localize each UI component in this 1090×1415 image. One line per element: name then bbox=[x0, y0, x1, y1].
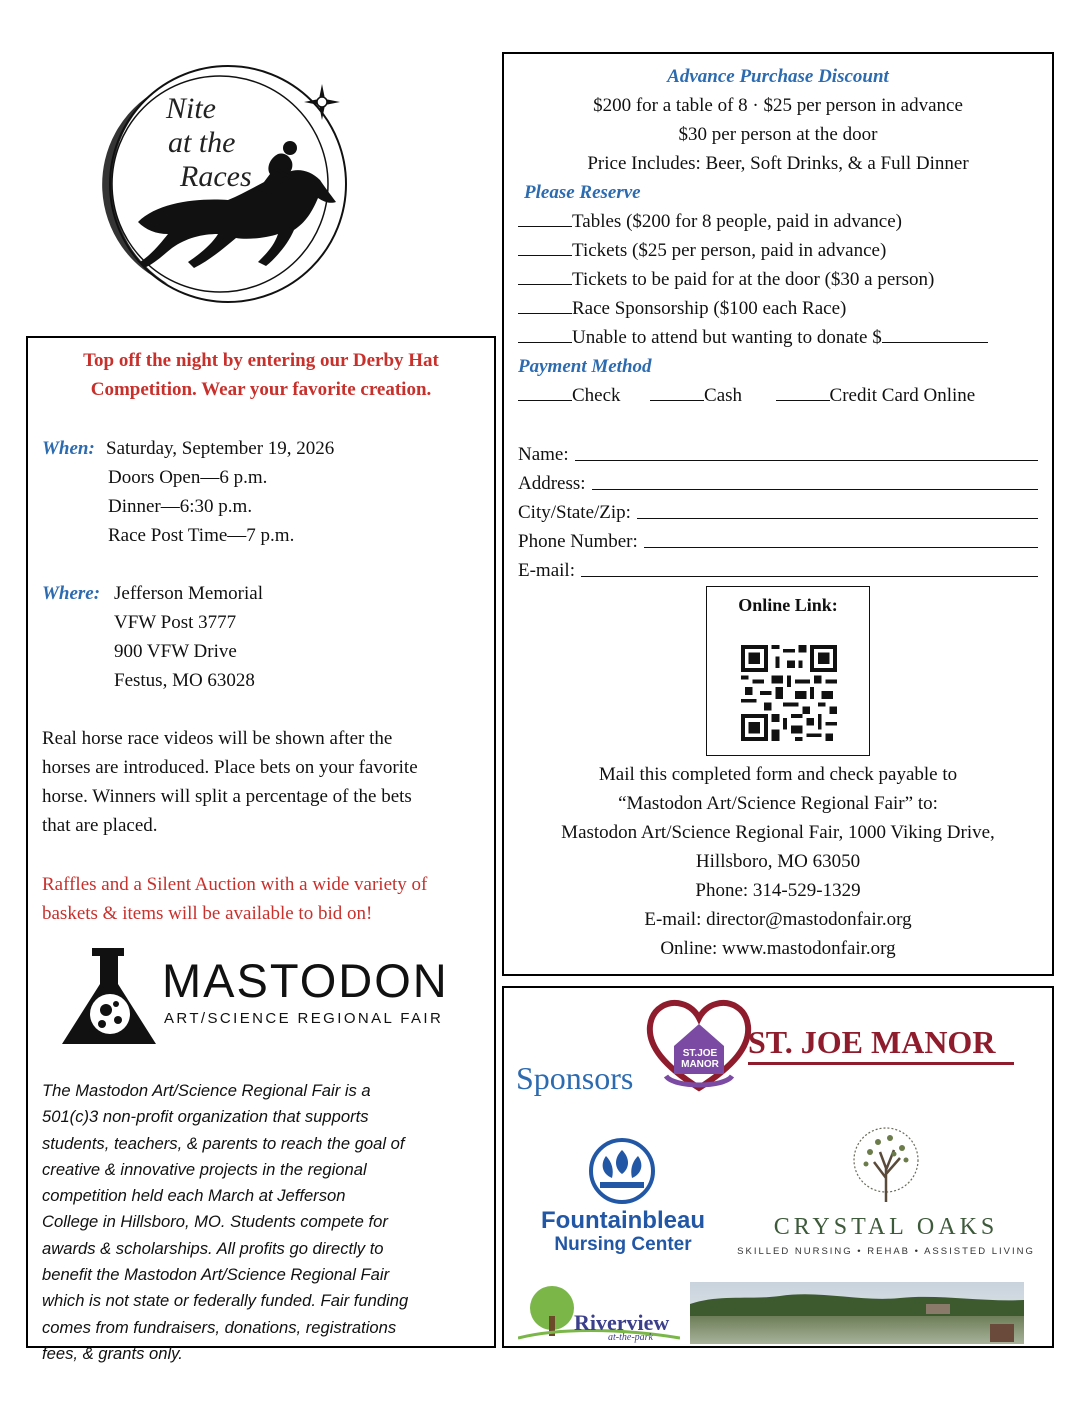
nite-at-the-races-logo bbox=[98, 62, 360, 310]
where-label: Where: bbox=[42, 583, 101, 604]
reserve-item-donate[interactable] bbox=[518, 323, 1048, 352]
race-line: horses are introduced. Place bets on your favorite bbox=[42, 757, 418, 778]
name-input-line[interactable] bbox=[575, 440, 1038, 461]
reserve-item-label: Unable to attend but wanting to donate $ bbox=[572, 327, 882, 348]
blank-line[interactable] bbox=[518, 324, 572, 343]
when-doors: Doors Open—6 p.m. bbox=[108, 467, 268, 488]
when-post-time: Race Post Time—7 p.m. bbox=[108, 525, 295, 546]
mail-phone: Phone: 314-529-1329 bbox=[695, 880, 861, 901]
fountainbleau-name: Fountainbleau bbox=[541, 1207, 705, 1234]
reserve-item-label: Race Sponsorship ($100 each Race) bbox=[572, 298, 847, 319]
name-field[interactable] bbox=[518, 440, 1038, 469]
donation-amount-line[interactable] bbox=[882, 324, 988, 343]
about-line: 501(c)3 non-profit organization that supports bbox=[42, 1107, 369, 1127]
blank-line[interactable] bbox=[518, 237, 572, 256]
where-line-1: Jefferson Memorial bbox=[114, 583, 263, 604]
st-joe-manor-name: ST. JOE MANOR bbox=[748, 1024, 996, 1060]
mastodon-subtitle: ART/SCIENCE REGIONAL FAIR bbox=[164, 1010, 444, 1027]
about-line: awards & scholarships. All profits go directly to bbox=[42, 1238, 384, 1258]
badge-line: MANOR bbox=[681, 1059, 719, 1070]
city-input-line[interactable] bbox=[637, 498, 1038, 519]
heart-house-icon bbox=[644, 996, 754, 1096]
pond-photo-icon bbox=[690, 1282, 1024, 1344]
payment-option-cash: Cash bbox=[704, 385, 743, 406]
phone-field[interactable] bbox=[518, 527, 1038, 556]
when-label: When: bbox=[42, 438, 95, 459]
price-line: Price Includes: Beer, Soft Drinks, & a Full Dinner bbox=[587, 153, 969, 174]
fountainbleau-sub: Nursing Center bbox=[554, 1234, 692, 1255]
fountain-icon bbox=[584, 1138, 660, 1204]
sponsors-title: Sponsors bbox=[516, 1060, 634, 1096]
price-line: $30 per person at the door bbox=[678, 124, 878, 145]
mail-email-link[interactable]: E-mail: director@mastodonfair.org bbox=[644, 909, 912, 930]
reserve-item-label: Tickets ($25 per person, paid in advance) bbox=[572, 240, 887, 261]
email-input-line[interactable] bbox=[581, 556, 1038, 577]
race-line: horse. Winners will split a percentage of the bets bbox=[42, 786, 412, 807]
blank-line[interactable] bbox=[518, 295, 572, 314]
reserve-item-label: Tables ($200 for 8 people, paid in advance) bbox=[572, 211, 902, 232]
riverview-sub: at-the-park bbox=[608, 1332, 653, 1343]
field-label: Address: bbox=[518, 473, 586, 494]
mail-line: Mail this completed form and check payable to bbox=[598, 764, 958, 785]
reserve-item-tickets-advance[interactable] bbox=[518, 236, 1048, 265]
reserve-title: Please Reserve bbox=[524, 182, 641, 203]
logo-line-2: at the bbox=[168, 126, 236, 159]
email-field[interactable] bbox=[518, 556, 1038, 585]
reserve-item-sponsorship[interactable] bbox=[518, 294, 1048, 323]
st-joe-manor-logo bbox=[644, 996, 1024, 1096]
blank-line[interactable] bbox=[776, 382, 830, 401]
reserve-item-tables[interactable] bbox=[518, 207, 1048, 236]
about-line: students, teachers, & parents to reach the goal of bbox=[42, 1133, 405, 1153]
about-line: The Mastodon Art/Science Regional Fair is a bbox=[42, 1081, 371, 1100]
riverview-logo bbox=[518, 1282, 680, 1342]
contact-fields bbox=[518, 440, 1038, 585]
mailing-info bbox=[504, 760, 1052, 963]
about-line: which is not state or federally funded. Fair funding bbox=[42, 1291, 409, 1311]
fountainbleau-logo bbox=[518, 1138, 728, 1258]
address-field[interactable] bbox=[518, 469, 1038, 498]
mail-line: “Mastodon Art/Science Regional Fair” to: bbox=[618, 793, 938, 814]
field-label: Name: bbox=[518, 444, 569, 465]
blank-line[interactable] bbox=[650, 382, 704, 401]
online-link-label: Online Link: bbox=[738, 595, 838, 615]
when-date: Saturday, September 19, 2026 bbox=[106, 438, 335, 459]
race-line: Real horse race videos will be shown after the bbox=[42, 728, 393, 749]
event-details-panel bbox=[26, 336, 496, 1363]
flask-icon bbox=[58, 944, 160, 1048]
city-state-zip-field[interactable] bbox=[518, 498, 1038, 527]
reserve-item-tickets-door[interactable] bbox=[518, 265, 1048, 294]
crystal-oaks-sub: SKILLED NURSING • REHAB • ASSISTED LIVING bbox=[737, 1246, 1035, 1257]
reserve-list bbox=[518, 207, 1048, 352]
race-line: that are placed. bbox=[42, 815, 158, 836]
raffle-line: Raffles and a Silent Auction with a wide variety of bbox=[42, 874, 428, 895]
phone-input-line[interactable] bbox=[644, 527, 1038, 548]
reserve-item-label: Tickets to be paid for at the door ($30 a person) bbox=[572, 269, 935, 290]
payment-option-credit-card: Credit Card Online bbox=[829, 385, 976, 406]
mail-website-link[interactable]: Online: www.mastodonfair.org bbox=[660, 938, 896, 959]
mastodon-name: MASTODON bbox=[162, 954, 449, 1007]
about-line: benefit the Mastodon Art/Science Regional Fair bbox=[42, 1265, 390, 1285]
logo-text bbox=[166, 92, 252, 194]
riverview-name: Riverview bbox=[574, 1310, 670, 1335]
about-line: comes from fundraisers, donations, registrations bbox=[42, 1317, 397, 1337]
race-description bbox=[42, 724, 488, 840]
sponsors-panel bbox=[502, 986, 1054, 1348]
address-input-line[interactable] bbox=[592, 469, 1038, 490]
qr-code-icon[interactable] bbox=[741, 645, 837, 741]
payment-title: Payment Method bbox=[518, 356, 652, 377]
crystal-oaks-name: CRYSTAL OAKS bbox=[773, 1214, 999, 1240]
mail-address: Mastodon Art/Science Regional Fair, 1000 Viking Drive, bbox=[561, 822, 995, 843]
logo-line-3: Races bbox=[180, 160, 252, 193]
about-line: College in Hillsboro, MO. Students compete for bbox=[42, 1212, 388, 1232]
about-line: creative & innovative projects in the regional bbox=[42, 1159, 367, 1179]
about-line: fees, & grants only. bbox=[42, 1343, 183, 1363]
tree-icon bbox=[846, 1122, 926, 1206]
when-dinner: Dinner—6:30 p.m. bbox=[108, 496, 253, 517]
blank-line[interactable] bbox=[518, 382, 572, 401]
riverview-photo bbox=[690, 1282, 1024, 1344]
field-label: City/State/Zip: bbox=[518, 502, 631, 523]
online-link-box[interactable] bbox=[706, 586, 870, 756]
price-line: $200 for a table of 8 · $25 per person in advance bbox=[593, 95, 963, 116]
where-line-4: Festus, MO 63028 bbox=[114, 670, 255, 691]
where-line-2: VFW Post 3777 bbox=[114, 612, 237, 633]
st-joe-badge bbox=[672, 1048, 728, 1070]
discount-title: Advance Purchase Discount bbox=[667, 66, 889, 87]
about-line: competition held each March at Jefferson bbox=[42, 1186, 346, 1206]
pricing-section bbox=[504, 62, 1052, 178]
payment-option-check: Check bbox=[572, 385, 621, 406]
crystal-oaks-logo bbox=[726, 1122, 1046, 1262]
field-label: Phone Number: bbox=[518, 531, 638, 552]
badge-line: ST.JOE bbox=[682, 1048, 718, 1059]
field-label: E-mail: bbox=[518, 560, 575, 581]
mail-city: Hillsboro, MO 63050 bbox=[695, 851, 861, 872]
derby-hat-competition: Top off the night by entering our Derby Hat Competition. Wear your favorite creation. bbox=[83, 350, 439, 400]
mastodon-logo bbox=[58, 944, 478, 1048]
about-paragraph bbox=[42, 1078, 492, 1367]
blank-line[interactable] bbox=[518, 208, 572, 227]
where-line-3: 900 VFW Drive bbox=[114, 641, 237, 662]
logo-line-1: Nite bbox=[166, 92, 216, 125]
reservation-form bbox=[502, 52, 1054, 976]
raffle-line: baskets & items will be available to bid on! bbox=[42, 903, 373, 924]
raffle-text bbox=[42, 870, 488, 928]
payment-options bbox=[518, 381, 975, 410]
blank-line[interactable] bbox=[518, 266, 572, 285]
st-joe-underline bbox=[748, 1062, 1014, 1065]
